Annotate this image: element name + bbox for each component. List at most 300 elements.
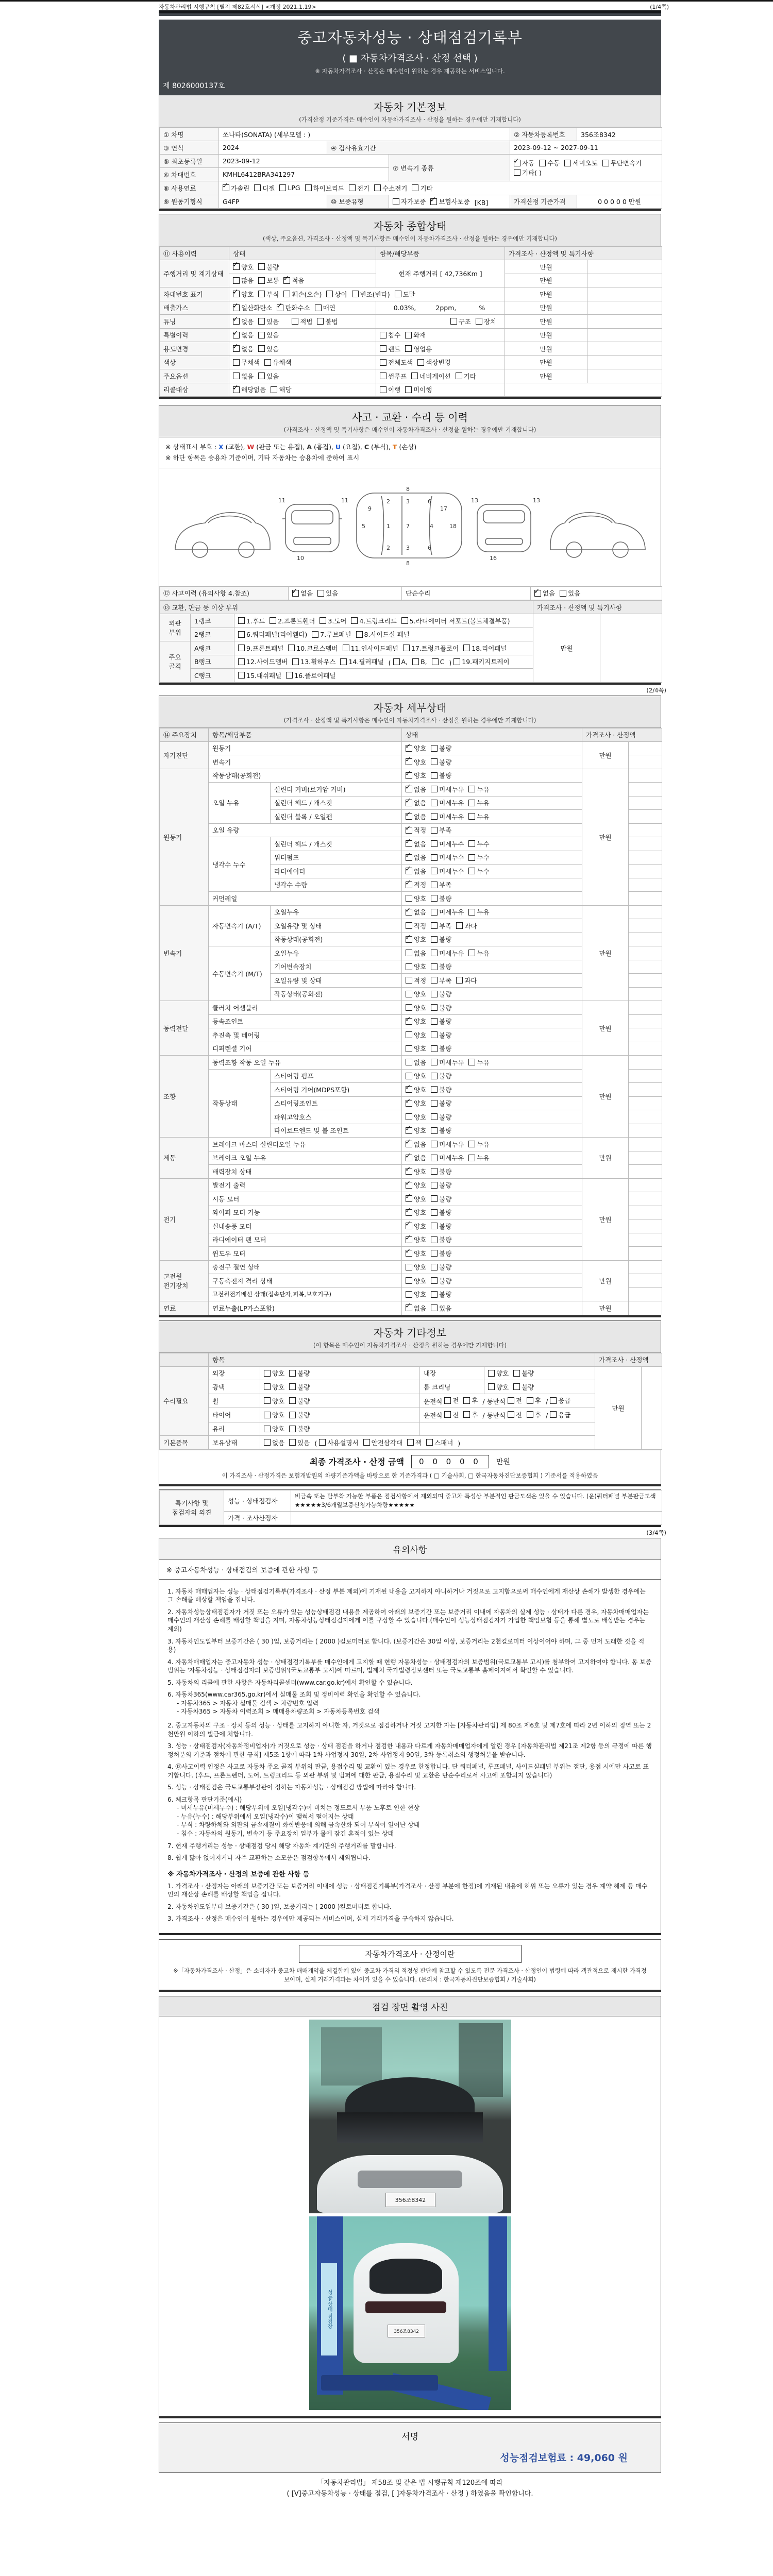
checkbox-icon (527, 1411, 533, 1418)
status-code-letter: U (335, 443, 341, 451)
checkbox-label: 이행 (388, 386, 401, 394)
checkbox-icon (405, 332, 412, 338)
form-cell: 동력전달 (160, 1001, 209, 1056)
check-group-cell (229, 328, 376, 342)
checkbox-label: B, (421, 657, 427, 666)
form-cell: 만원 (582, 1056, 629, 1138)
checkbox-label: 17.트렁크플로어 (411, 644, 459, 652)
checkbox-icon (264, 1439, 271, 1446)
form-cell: 자기진단 (160, 741, 209, 769)
form-cell: B랭크 (191, 655, 234, 669)
form-cell: 만원 (505, 328, 587, 342)
svg-text:8: 8 (406, 560, 410, 567)
checkbox-option (406, 880, 426, 889)
checkbox-option (288, 643, 338, 653)
form-cell: 튜닝 (160, 315, 229, 329)
document-page (159, 10, 666, 2500)
checkbox-icon (238, 617, 245, 624)
check-group-cell (402, 1124, 582, 1138)
checkbox-label: 도말 (402, 290, 415, 298)
form-cell: 실린더 커버(로커암 커버) (271, 783, 402, 796)
checkbox-icon (527, 1397, 533, 1404)
checkbox-option (431, 825, 451, 835)
check-group-cell (219, 181, 662, 195)
checkbox-label: 불량 (439, 772, 452, 779)
checkbox-label: 있음 (266, 372, 279, 380)
checkbox-checked-icon (283, 277, 290, 284)
general-items (167, 1721, 652, 1862)
check-group-cell (234, 614, 533, 628)
check-group-cell (402, 796, 582, 810)
form-cell: 2랭크 (191, 628, 234, 641)
checkbox-label: 4.트렁크리드 (359, 617, 397, 625)
checkbox-option (431, 976, 451, 985)
form-cell (629, 1247, 662, 1261)
checkbox-option (514, 168, 542, 177)
checkbox-label: 미세누유 (439, 785, 464, 793)
form-cell (629, 1014, 662, 1028)
checkbox-label: 누수 (477, 840, 490, 848)
checkbox-option (513, 1382, 534, 1392)
form-cell: 냉각수 수량 (271, 878, 402, 892)
checkbox-icon (431, 1277, 438, 1284)
checkbox-label: 스패너 (434, 1438, 453, 1447)
check-group-cell (402, 1178, 582, 1192)
overall-table (159, 246, 661, 397)
photo2-license-plate: 356조8342 (388, 2325, 425, 2337)
checkbox-label: 미세누유 (439, 799, 464, 807)
checkbox-option (233, 358, 260, 367)
checkbox-label: 렌트 (388, 345, 401, 353)
checkbox-option (431, 1235, 451, 1244)
checkbox-icon (279, 184, 286, 191)
checkbox-option (468, 1140, 489, 1149)
form-cell: 연료 (160, 1301, 209, 1315)
checkbox-option (431, 907, 464, 917)
checkbox-icon (258, 263, 265, 270)
checkbox-checked-icon (406, 868, 412, 874)
checkbox-option (468, 839, 489, 849)
checkbox-icon (233, 277, 240, 284)
checkbox-label: 양호 (414, 936, 427, 943)
checkbox-icon (431, 786, 438, 792)
checkbox-label: 무단변속기 (610, 159, 642, 167)
svg-text:4: 4 (429, 522, 433, 530)
checkbox-option (431, 1222, 451, 1231)
inline-text: 운전석 (424, 1397, 443, 1405)
check-group-cell (402, 1247, 582, 1261)
checkbox-option (431, 1262, 451, 1272)
checkbox-icon (406, 1004, 412, 1011)
checkbox-label: 적정 (414, 922, 427, 930)
page-marker-1: (1/4쪽) (650, 4, 669, 10)
checkbox-icon (289, 1370, 296, 1377)
checkbox-icon (431, 1127, 438, 1134)
checkbox-icon (326, 291, 333, 297)
checkbox-option (406, 1044, 426, 1053)
photos-header (159, 1996, 661, 2016)
checkbox-label: 양호 (414, 894, 427, 903)
checkbox-option (233, 303, 272, 312)
checkbox-icon (343, 645, 349, 651)
check-group-cell (376, 369, 505, 383)
status-code-letter: A (307, 443, 312, 451)
checkbox-icon (513, 1370, 520, 1377)
checkbox-label: 수동 (547, 159, 560, 167)
checkbox-option (258, 276, 279, 285)
checkbox-label: 불량 (439, 1127, 452, 1134)
check-group-cell (376, 355, 505, 369)
checkbox-label: 불량 (439, 1086, 452, 1094)
form-cell (629, 1287, 662, 1301)
checkbox-icon (488, 1370, 495, 1377)
photo1-grille (358, 2171, 463, 2188)
form-cell: ③ 연식 (160, 141, 219, 155)
checkbox-option (456, 921, 477, 930)
final-price-label: 최종 가격조사 · 산정 금액 (310, 1457, 405, 1467)
checkbox-icon (412, 658, 419, 665)
checkbox-icon (254, 184, 261, 191)
checkbox-option (233, 262, 254, 272)
checkbox-option (406, 743, 426, 753)
checkbox-option (406, 962, 426, 971)
check-group-cell (402, 1001, 582, 1015)
checkbox-label: 불량 (522, 1369, 534, 1377)
checkbox-option (317, 588, 338, 598)
checkbox-label: 없음 (543, 589, 556, 597)
checkbox-label: 부족 (439, 881, 452, 889)
checkbox-icon (453, 658, 460, 665)
checkbox-option (406, 839, 426, 849)
form-cell (629, 1056, 662, 1070)
checkbox-label: 무채색 (241, 359, 260, 366)
notice-item (167, 1608, 652, 1634)
checkbox-label: 침수 (388, 331, 401, 339)
checkbox-option (406, 921, 426, 930)
detail-table (159, 728, 661, 1315)
checkbox-option (264, 1410, 284, 1419)
checkbox-icon (406, 991, 412, 997)
checkbox-icon (395, 291, 401, 297)
form-cell: 1랭크 (191, 614, 234, 628)
checkbox-icon (468, 840, 475, 847)
form-cell: 스티어링 기어(MDPS포함) (271, 1083, 402, 1097)
checkbox-label: 양호 (241, 263, 254, 271)
checkbox-label: 미이행 (413, 386, 432, 394)
check-group-cell (402, 1260, 582, 1274)
notice-subline: - 자동차365 > 자동차 이력조회 > 매매용차량조회 > 자동차등록번호 검색 (177, 1708, 380, 1716)
photo1-equipment (459, 2023, 503, 2097)
form-cell (629, 1233, 662, 1247)
checkbox-option (405, 385, 432, 394)
check-group-cell (402, 783, 582, 796)
status-code-label: (요철), (341, 443, 364, 451)
checkbox-label: 양호 (272, 1397, 285, 1405)
checkbox-icon (406, 1113, 412, 1120)
checkbox-label: 하이브리드 (313, 184, 344, 192)
form-cell (587, 355, 662, 369)
checkbox-icon (406, 1031, 412, 1038)
checkbox-label: 양호 (414, 1031, 427, 1039)
checkbox-label: 누유 (477, 785, 490, 793)
checkbox-option (340, 657, 383, 666)
checkbox-checked-icon (430, 198, 437, 205)
inline-text: [KB] (474, 198, 489, 207)
checkbox-option (393, 658, 408, 666)
notice-item (167, 1914, 652, 1923)
checkbox-icon (258, 318, 265, 325)
checkbox-icon (468, 800, 475, 806)
form-cell: 가격조사 · 산정액 및 특기사항 (505, 247, 662, 260)
svg-text:3: 3 (406, 498, 410, 505)
checkbox-label: 불량 (439, 990, 452, 998)
checkbox-icon (431, 758, 438, 765)
checkbox-option (258, 262, 279, 272)
form-cell: 비금속 또는 탈부착 가능한 부품은 점검사항에서 제외되며 중고차 특성상 부분적인 판금도색은 있을 수 있습니다. (운)쿼터패널 부분판금도색 ★★★★★3/6개월보증신청가능차량★★★★★ (291, 1490, 662, 1511)
form-cell (629, 1124, 662, 1138)
form-cell (629, 933, 662, 946)
form-cell (629, 1301, 662, 1315)
checkbox-label: 기타 (420, 184, 433, 192)
checkbox-icon (431, 1004, 438, 1011)
form-cell: 만원 (505, 355, 587, 369)
inspection-photo-rear-lift (309, 2216, 511, 2410)
checkbox-option (406, 1058, 426, 1067)
checkbox-icon (431, 1264, 438, 1270)
notice-item (167, 1762, 652, 1780)
notice-line: 3. 성능 · 상태점검자(자동차정비업자)가 거짓으로 성능 · 상태 점검을 하거나 점검한 내용과 다르게 자동차매매업자에게 알린 경우 [자동차관리법 제21조 제2항 등의 규정에 따른 행정처분의 기준과 절차에 관한 규칙] 제5조 1항에 따라 1차 사업정지 30일, 2차 사업정지 90일, 3차 등록취소의 행정처분을 받습니다. (167, 1742, 652, 1758)
checkbox-option (406, 1153, 426, 1162)
checkbox-label: 불량 (439, 936, 452, 943)
checkbox-option (403, 643, 459, 653)
form-cell: 냉각수 누수 (209, 837, 271, 892)
checkbox-icon (431, 1168, 438, 1175)
checkbox-option (431, 1194, 451, 1204)
svg-text:7: 7 (406, 522, 410, 530)
checkbox-label: 미세누유 (439, 1154, 464, 1162)
form-cell: ⑨ 원동기형식 (160, 195, 219, 209)
notice-item (167, 1658, 652, 1675)
checkbox-label: 불량 (439, 1018, 452, 1025)
form-cell (629, 905, 662, 919)
checkbox-label: LPG (288, 184, 300, 192)
checkbox-option (238, 630, 307, 639)
checkbox-option (431, 1112, 451, 1122)
form-cell (587, 328, 662, 342)
checkbox-icon (431, 1100, 438, 1107)
form-table (159, 127, 662, 209)
checkbox-option (406, 825, 426, 835)
checkbox-option (488, 1368, 509, 1378)
pricing-info-title: 자동차가격조사 · 산정이란 (299, 1945, 522, 1963)
check-group-cell (260, 1422, 420, 1436)
form-cell: 356조8342 (577, 128, 662, 141)
checkbox-label: 18.리어패널 (472, 644, 507, 652)
checkbox-label: 보통 (266, 277, 279, 284)
inline-text: ( (314, 1439, 317, 1447)
form-cell (629, 1192, 662, 1206)
checkbox-option (380, 344, 400, 353)
form-cell: 만원 (582, 769, 629, 905)
form-cell: 항목/해당부품 (209, 728, 402, 741)
checkbox-icon (292, 658, 299, 665)
form-cell (629, 1206, 662, 1219)
checkbox-label: 13.휠하우스 (300, 658, 336, 666)
form-cell: 주요옵션 (160, 369, 229, 383)
checkbox-icon (289, 1383, 296, 1390)
checkbox-label: 누유 (477, 949, 490, 957)
checkbox-label: 유채색 (273, 359, 292, 366)
form-cell: 고전원전기배선 상태(접속단자,피복,보호기구) (209, 1287, 402, 1301)
notice-subline: - 부식 : 차량하체와 외판의 금속재질이 화학반응에 의해 금속산화 되어 부식이 일어난 상태 (177, 1821, 420, 1829)
checkbox-option (508, 1396, 522, 1405)
check-group-cell (260, 1380, 420, 1394)
check-group-cell (402, 1165, 582, 1179)
form-cell: 수동변속기 (M/T) (209, 946, 271, 1001)
photo2-rear-window (369, 2259, 442, 2294)
checkbox-option (468, 1058, 489, 1067)
checkbox-label: 후 (534, 1397, 541, 1404)
form-cell: 등속조인트 (209, 1014, 402, 1028)
confirmation-line-2: ( [V]중고자동차성능 · 상태를 점검, [ ]자동차가격조사 · 산정 ) 하였음을 확인합니다. (287, 2490, 533, 2498)
checkbox-label: 양호 (272, 1383, 285, 1391)
checkbox-label: 없음 (414, 840, 427, 848)
form-cell: 커먼레일 (209, 892, 402, 906)
check-group-cell (402, 1110, 582, 1124)
pricing-info-box (159, 1939, 661, 1992)
checkbox-label: 자동 (522, 159, 535, 167)
pricing-items (167, 1882, 652, 1923)
check-group-cell (402, 974, 582, 988)
checkbox-icon (380, 386, 386, 393)
form-cell: 스티어링 펌프 (271, 1069, 402, 1083)
checkbox-label: 양호 (414, 1004, 427, 1012)
checkbox-label: 일산화탄소 (241, 304, 273, 312)
checkbox-option (270, 616, 315, 625)
checkbox-label: 없음 (414, 799, 427, 807)
notice-item (167, 1882, 652, 1899)
form-cell: 0 0 0 0 0 만원 (577, 195, 662, 209)
form-cell: 제동 (160, 1138, 209, 1179)
checkbox-icon (264, 1370, 271, 1377)
check-group-cell (234, 655, 533, 669)
checkbox-option (406, 1290, 426, 1299)
form-cell: ① 차명 (160, 128, 219, 141)
checkbox-label: 14.필러패널 (348, 658, 384, 666)
checkbox-option (431, 948, 464, 958)
inline-text: ) (458, 1439, 461, 1447)
checkbox-option (468, 948, 489, 958)
checkbox-option (426, 1438, 453, 1447)
checkbox-icon (431, 1182, 438, 1189)
form-cell: 클러치 어셈블리 (209, 1001, 402, 1015)
check-group-cell (376, 315, 505, 329)
checkbox-label: 누유 (477, 1154, 490, 1162)
checkbox-label: 있음 (439, 1304, 452, 1312)
misc-table (159, 1353, 661, 1450)
checkbox-icon (312, 631, 318, 638)
form-cell (629, 1069, 662, 1083)
checkbox-label: 양호 (496, 1383, 509, 1391)
checkbox-label: 장치 (483, 317, 496, 326)
form-cell: 시동 모터 (209, 1192, 402, 1206)
check-group-cell (484, 1366, 595, 1380)
checkbox-icon (264, 359, 271, 366)
checkbox-option (468, 1153, 489, 1162)
checkbox-label: 양호 (414, 1086, 427, 1094)
form-cell (629, 1151, 662, 1165)
form-cell (587, 274, 662, 287)
checkbox-option (431, 1276, 451, 1285)
status-code-label: (흠집), (312, 443, 335, 451)
checkbox-option (233, 276, 254, 285)
check-group-cell (234, 641, 533, 655)
form-table (159, 586, 662, 601)
checkbox-icon (258, 372, 265, 379)
form-cell: 고전원 전기장치 (160, 1260, 209, 1301)
notice-line: 7. 현재 주행거리는 성능 · 상태점검 당시 해당 자동차 계기판의 주행거리를 말합니다. (167, 1842, 396, 1850)
form-cell (629, 1001, 662, 1015)
form-cell: 오일유량 및 상태 (271, 919, 402, 933)
checkbox-option (406, 1030, 426, 1040)
checkbox-label: 양호 (414, 1291, 427, 1298)
section-accident-history (159, 405, 661, 685)
notice-line: 3. 가격조사 · 산정은 매수인이 원하는 경우에만 제공되는 서비스이며, 실제 거래가격을 구속하지 않습니다. (167, 1915, 454, 1923)
basic-info-subtitle: (가격산정 기준가격은 매수인이 자동차가격조사 · 산정을 원하는 경우에만 기재합니다) (299, 116, 521, 123)
checkbox-option (468, 812, 489, 821)
checkbox-option (393, 197, 426, 206)
inline-text: / 동반석 (482, 1412, 506, 1419)
checkbox-icon (560, 590, 566, 597)
checkbox-option (406, 1016, 426, 1026)
form-cell: 만원 (505, 342, 587, 356)
checkbox-icon (431, 1155, 438, 1161)
checkbox-label: 양호 (414, 1018, 427, 1025)
accident-header (159, 405, 661, 437)
checkbox-label: 색상변경 (426, 359, 451, 366)
checkbox-checked-icon (406, 1018, 412, 1025)
checkbox-label: 1.후드 (246, 617, 265, 625)
form-cell: 만원 (505, 315, 587, 329)
checkbox-checked-icon (406, 909, 412, 916)
status-code-label: (부식), (369, 443, 393, 451)
overall-subtitle: (색상, 주요옵션, 가격조사 · 산정액 및 특기사항은 매수인이 자동차가격조사 · 산정을 원하는 경우에만 기재합니다) (262, 235, 558, 242)
status-code-letter: X (219, 443, 224, 451)
checkbox-icon (488, 1383, 495, 1390)
form-cell (629, 796, 662, 810)
checkbox-checked-icon (406, 1304, 412, 1311)
final-price-value: 0 0 0 0 0 (411, 1455, 489, 1468)
form-cell: 만원 (533, 614, 600, 683)
form-cell (629, 837, 662, 851)
form-cell: 타이어 (209, 1408, 260, 1422)
form-cell: 2024 (219, 141, 327, 155)
final-price-unit: 만원 (496, 1458, 510, 1466)
checkbox-icon (264, 1412, 271, 1418)
checkbox-icon (407, 1439, 414, 1446)
checkbox-icon (539, 160, 546, 166)
checkbox-option (305, 183, 344, 193)
inspection-photo-engine-bay (309, 2020, 511, 2213)
checkbox-checked-icon (514, 160, 520, 166)
form-cell: 구동축전지 격리 상태 (209, 1274, 402, 1288)
checkbox-label: 적정 (414, 881, 427, 889)
checkbox-option (258, 290, 279, 299)
checkbox-label: 불량 (266, 263, 279, 271)
signature-title: 서명 (401, 2431, 418, 2442)
form-cell: 보유상태 (209, 1436, 260, 1450)
checkbox-option (315, 303, 335, 312)
